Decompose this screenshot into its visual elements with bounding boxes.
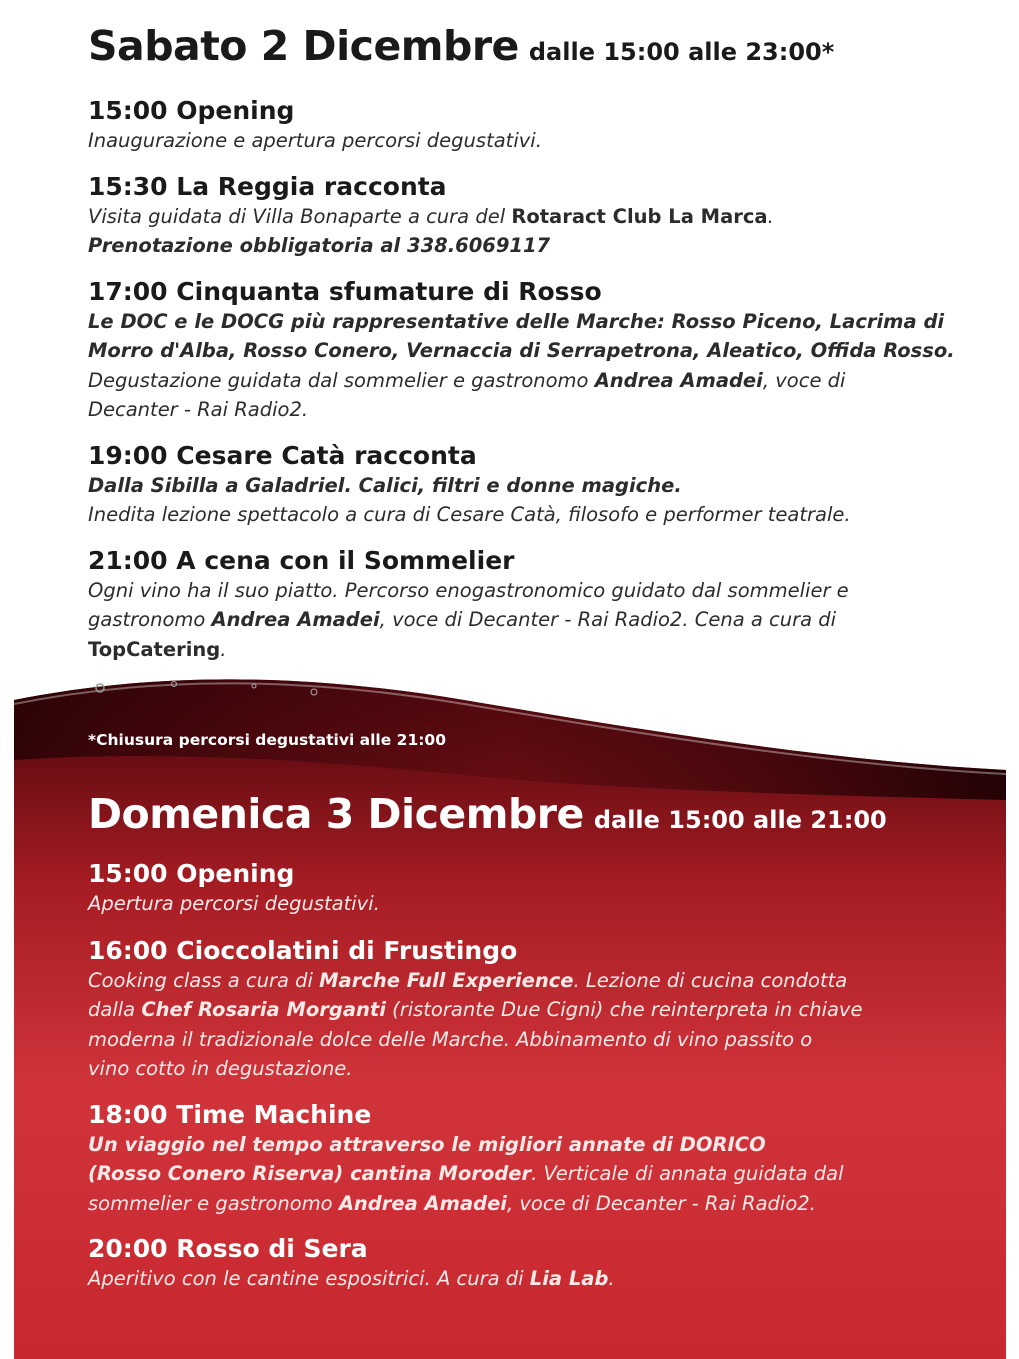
- day2-hours: dalle 15:00 alle 21:00: [593, 806, 887, 834]
- event-booking-note: Prenotazione obbligatoria al 338.6069117: [88, 234, 551, 258]
- event-title: 21:00 A cena con il Sommelier: [88, 546, 515, 575]
- event-subtitle: Le DOC e le DOCG più rappresentative delle Marche: Rosso Piceno, Lacrima di: [88, 310, 945, 333]
- day1-event-3: [88, 276, 988, 424]
- event-title: 15:00 Opening: [88, 859, 295, 888]
- day1-hours: dalle 15:00 alle 23:00*: [528, 38, 835, 66]
- event-title: 15:00 Opening: [88, 96, 295, 125]
- day1-event-2: [88, 171, 988, 261]
- day2-event-4: [88, 1233, 988, 1293]
- day2-event-2: [88, 935, 988, 1083]
- event-title: 19:00 Cesare Catà racconta: [88, 441, 477, 470]
- event-description: Ogni vino ha il suo piatto. Percorso enogastronomico guidato dal sommelier e: [88, 579, 849, 602]
- day1-title: Sabato 2 Dicembre: [88, 22, 519, 70]
- event-title: 16:00 Cioccolatini di Frustingo: [88, 936, 518, 965]
- event-description: Aperitivo con le cantine espositrici. A cura di Lia Lab.: [88, 1267, 615, 1290]
- event-description: Cooking class a cura di Marche Full Experience. Lezione di cucina condotta: [88, 969, 848, 992]
- day1-event-5: [88, 545, 988, 664]
- event-description: moderna il tradizionale dolce delle Marche. Abbinamento di vino passito o: [88, 1027, 813, 1051]
- event-description: Inaugurazione e apertura percorsi degustativi.: [88, 129, 542, 152]
- day2-event-1: [88, 858, 988, 918]
- closing-note: *Chiusura percorsi degustativi alle 21:00: [88, 731, 446, 749]
- event-title: 20:00 Rosso di Sera: [88, 1234, 368, 1263]
- event-description: TopCatering.: [88, 637, 227, 661]
- event-description: Apertura percorsi degustativi.: [88, 892, 380, 915]
- day2-title: Domenica 3 Dicembre: [88, 790, 584, 838]
- event-subtitle: Morro d'Alba, Rosso Conero, Vernaccia di Serrapetrona, Aleatico, Offida Rosso.: [88, 339, 955, 363]
- day2-heading: [88, 790, 887, 838]
- event-title: 18:00 Time Machine: [88, 1100, 372, 1129]
- day1-event-1: [88, 95, 988, 155]
- event-subtitle: Un viaggio nel tempo attraverso le migliori annate di DORICO: [88, 1133, 766, 1156]
- event-description: Decanter - Rai Radio2.: [88, 397, 309, 421]
- event-description: Visita guidata di Villa Bonaparte a cura del Rotaract Club La Marca.: [88, 205, 774, 228]
- program-page: [14, 0, 1006, 1359]
- highlight: Rotaract Club La Marca: [511, 205, 768, 228]
- event-title: 15:30 La Reggia racconta: [88, 172, 447, 201]
- event-description: gastronomo Andrea Amadei, voce di Decanter - Rai Radio2. Cena a cura di: [88, 608, 837, 632]
- event-title: 17:00 Cinquanta sfumature di Rosso: [88, 277, 602, 306]
- day1-heading: [88, 22, 834, 70]
- day2-event-3: [88, 1099, 988, 1218]
- day1-event-4: [88, 440, 988, 530]
- event-subtitle: Dalla Sibilla a Galadriel. Calici, filtri e donne magiche.: [88, 474, 682, 497]
- event-description: dalla Chef Rosaria Morganti (ristorante Due Cigni) che reinterpreta in chiave: [88, 998, 863, 1022]
- event-description: vino cotto in degustazione.: [88, 1056, 353, 1080]
- event-description: Degustazione guidata dal sommelier e gastronomo Andrea Amadei, voce di: [88, 368, 846, 392]
- event-description: (Rosso Conero Riserva) cantina Moroder. Verticale di annata guidata dal: [88, 1162, 844, 1186]
- event-description: Inedita lezione spettacolo a cura di Cesare Catà, filosofo e performer teatrale.: [88, 503, 851, 527]
- event-description: sommelier e gastronomo Andrea Amadei, voce di Decanter - Rai Radio2.: [88, 1191, 816, 1215]
